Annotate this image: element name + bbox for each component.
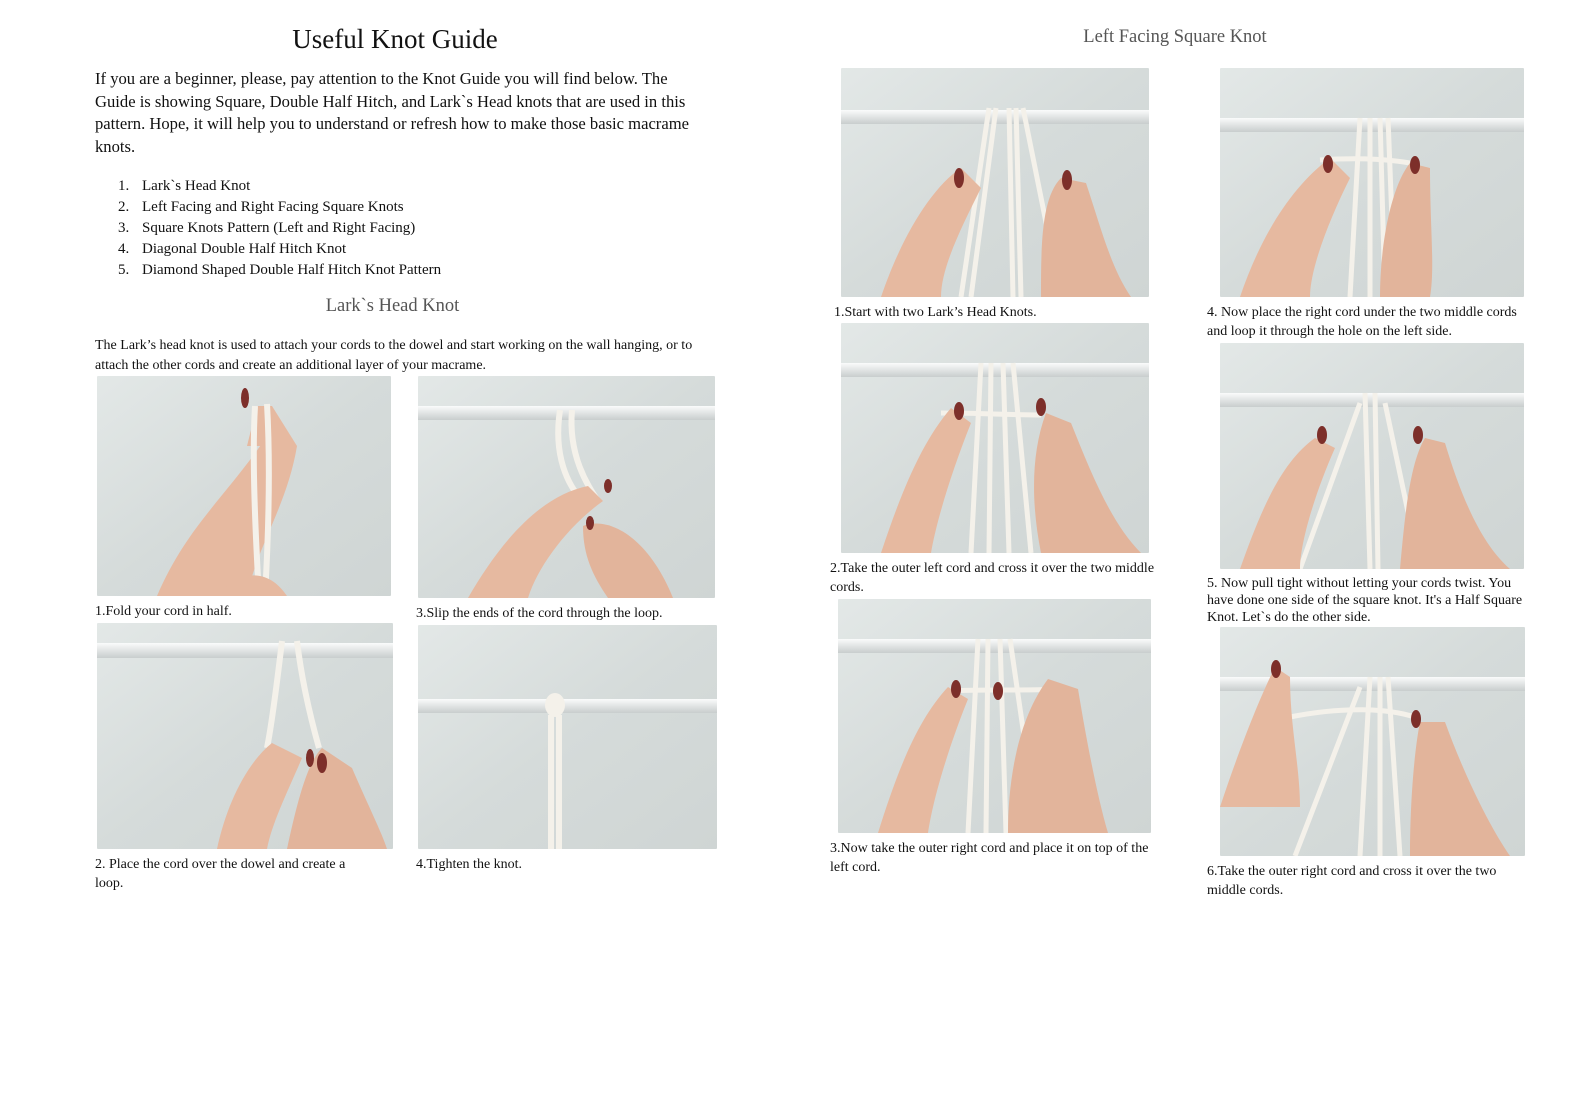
step-photo-slip-ends xyxy=(418,376,715,598)
toc-item: 2. Left Facing and Right Facing Square Knots xyxy=(118,199,404,215)
step-photo-outer-left-cross xyxy=(841,323,1149,553)
step-caption: 3.Slip the ends of the cord through the loop. xyxy=(416,606,663,621)
table-of-contents xyxy=(118,176,441,281)
step-caption: 4.Tighten the knot. xyxy=(416,857,523,872)
step-caption: 1.Start with two Lark’s Head Knots. xyxy=(834,305,1037,320)
intro-paragraph: If you are a beginner, please, pay attention to the Knot Guide you will find below. The Guide is showing Square, Double Half Hitch, and Lark`s Head knots that are used in this pattern. Hope, it will help you to understand or refresh how to make those basic macrame knots. xyxy=(95,69,689,156)
step-caption: 1.Fold your cord in half. xyxy=(95,604,232,619)
step-caption: 5. Now pull tight without letting your cords twist. You have done one side of the square knot. It's a Half Square Knot. Let`s do the other side. xyxy=(1207,576,1523,625)
step-caption: 4. Now place the right cord under the two middle cords and loop it through the hole on the left side. xyxy=(1207,305,1517,339)
toc-item: 4. Diagonal Double Half Hitch Knot xyxy=(118,241,347,257)
larks-head-description: The Lark’s head knot is used to attach your cords to the dowel and start working on the wall hanging, or to attach the other cords and create an additional layer of your macrame. xyxy=(95,338,693,373)
square-knot-heading: Left Facing Square Knot xyxy=(1083,27,1267,47)
step-photo-outer-right-on-top xyxy=(838,599,1151,833)
step-photo-right-cord-under xyxy=(1220,68,1524,297)
step-photo-place-over-dowel xyxy=(97,623,393,849)
page-title: Useful Knot Guide xyxy=(292,24,498,54)
step-photo-tighten xyxy=(418,625,717,849)
step-caption: 6.Take the outer right cord and cross it over the two middle cords. xyxy=(1207,864,1497,898)
toc-item: 5. Diamond Shaped Double Half Hitch Knot Pattern xyxy=(118,262,442,278)
step-caption: 2.Take the outer left cord and cross it over the two middle cords. xyxy=(830,561,1155,595)
step-photo-two-larks-head xyxy=(841,68,1149,297)
toc-item: 1. Lark`s Head Knot xyxy=(118,178,251,194)
step-photo-pull-tight xyxy=(1220,343,1524,569)
larks-head-heading: Lark`s Head Knot xyxy=(325,296,460,316)
step-caption: 2. Place the cord over the dowel and create a loop. xyxy=(95,857,346,891)
step-caption: 3.Now take the outer right cord and place it on top of the left cord. xyxy=(830,841,1149,875)
step-photo-fold-cord xyxy=(97,376,391,596)
step-photo-outer-right-cross xyxy=(1220,627,1525,856)
toc-item: 3. Square Knots Pattern (Left and Right Facing) xyxy=(118,220,416,236)
